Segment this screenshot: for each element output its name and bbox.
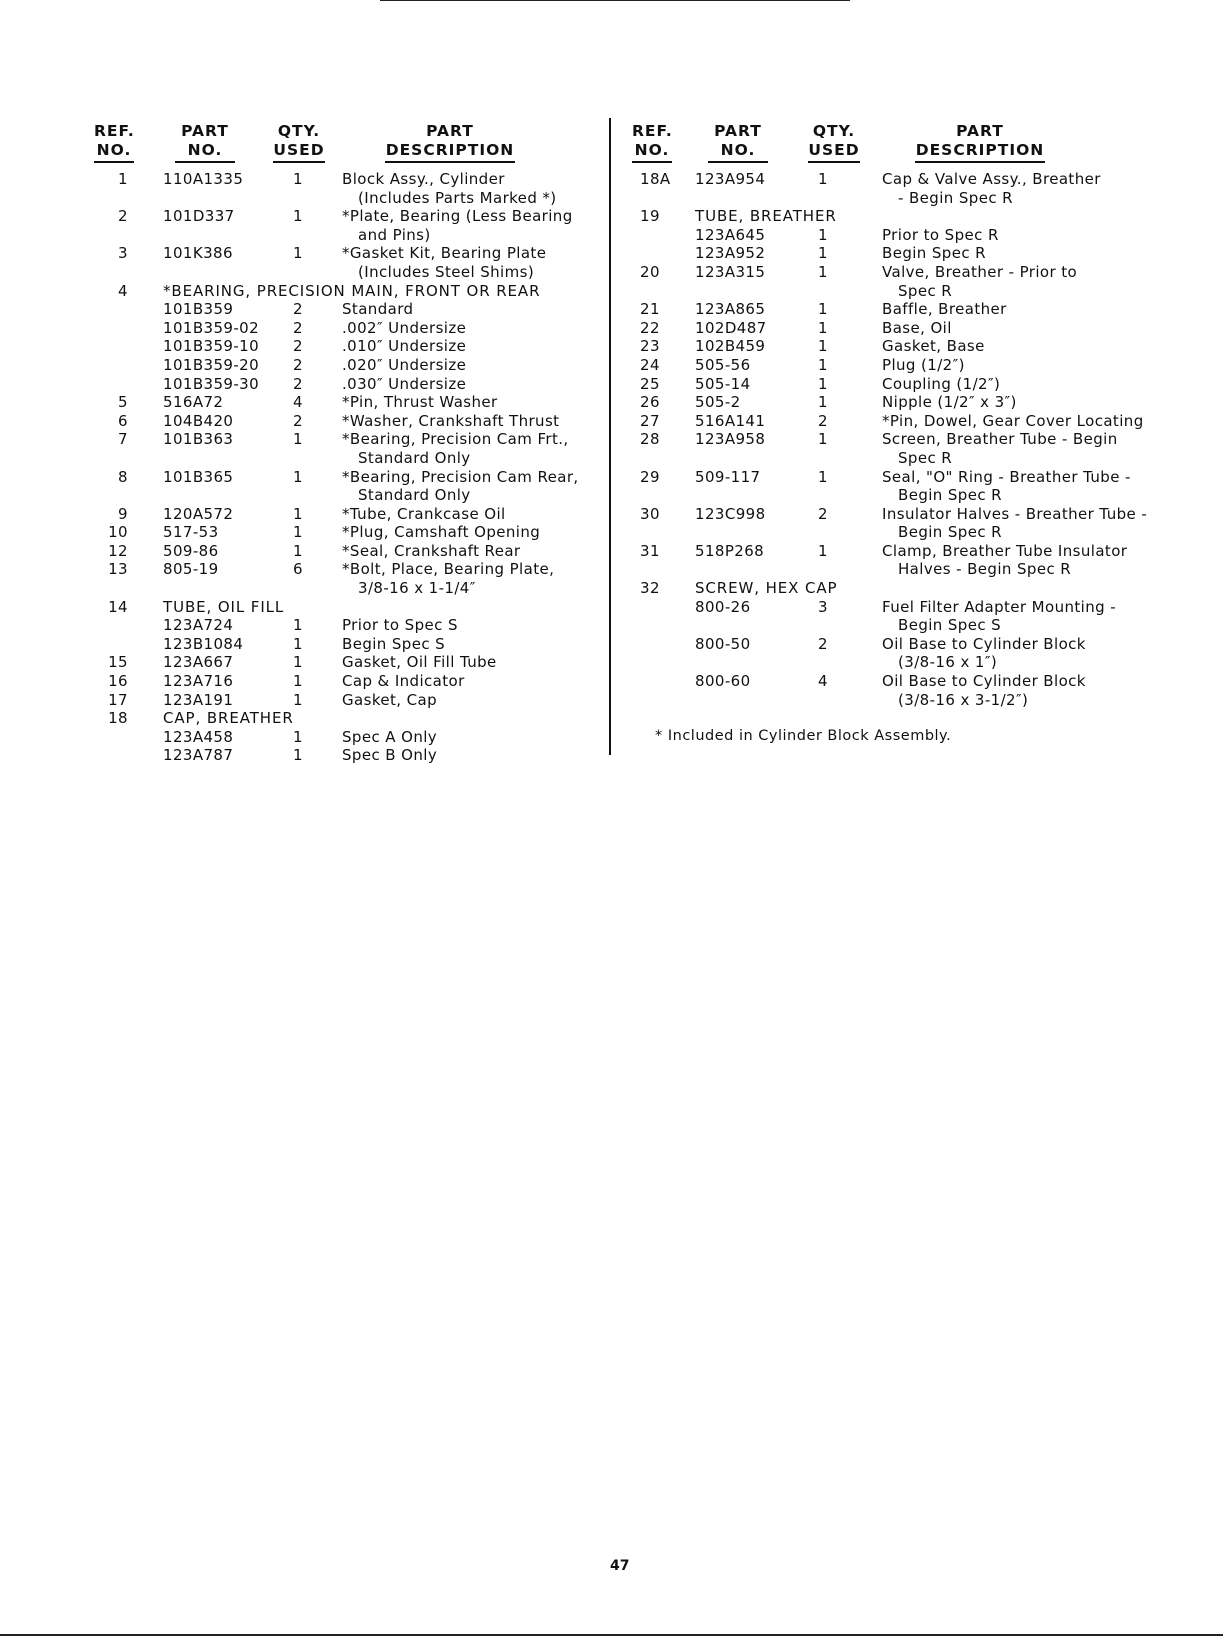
quantity-used: 1 (293, 523, 303, 542)
left-parts-table (94, 120, 600, 765)
table-row (100, 393, 600, 412)
table-row (100, 653, 600, 672)
part-number: 509-86 (163, 541, 219, 560)
quantity-used: 1 (293, 504, 303, 523)
part-description: *Pin, Thrust Washer (342, 393, 498, 412)
quantity-used: 1 (818, 318, 828, 337)
table-row (640, 468, 1160, 487)
table-row (100, 356, 600, 375)
part-description: *Washer, Crankshaft Thrust (342, 411, 560, 430)
table-row (640, 672, 1160, 691)
table-row (100, 244, 600, 263)
part-description-continued: Spec R (898, 448, 953, 467)
part-description-continued: Begin Spec S (898, 616, 1002, 635)
part-no-header: PART NO. (708, 122, 768, 163)
page-number: 47 (610, 1558, 630, 1574)
quantity-used: 1 (818, 393, 828, 412)
ref-number: 16 (108, 672, 128, 691)
ref-number: 19 (640, 207, 660, 226)
part-number: 800-26 (695, 597, 751, 616)
quantity-used: 1 (293, 616, 303, 635)
group-heading: *BEARING, PRECISION MAIN, FRONT OR REAR (163, 281, 541, 300)
part-number: 805-19 (163, 560, 219, 579)
table-row-continuation (100, 579, 600, 598)
part-number: 101B359-10 (163, 337, 260, 356)
part-no-header: PART NO. (175, 122, 235, 163)
part-number: 516A72 (163, 393, 224, 412)
column-divider (609, 118, 611, 755)
ref-number: 13 (108, 560, 128, 579)
quantity-used: 1 (293, 244, 303, 263)
part-number: 101D337 (163, 207, 235, 226)
table-row (640, 319, 1160, 338)
ref-number: 4 (118, 281, 128, 300)
part-description: Baffle, Breather (882, 300, 1007, 319)
quantity-used: 4 (818, 672, 828, 691)
table-row (640, 170, 1160, 189)
group-heading: TUBE, OIL FILL (163, 597, 285, 616)
table-row-continuation (640, 653, 1160, 672)
part-number: 120A572 (163, 504, 234, 523)
table-row (100, 412, 600, 431)
table-row-continuation (640, 691, 1160, 710)
part-description: Valve, Breather - Prior to (882, 262, 1078, 281)
ref-no-header: REF. NO. (632, 122, 672, 163)
part-description-continued: Begin Spec R (898, 523, 1002, 542)
part-number: 123A191 (163, 690, 234, 709)
part-description: *Bolt, Place, Bearing Plate, (342, 560, 555, 579)
table-row-continuation (100, 449, 600, 468)
part-description: *Pin, Dowel, Gear Cover Locating (882, 411, 1144, 430)
part-description: Cap & Valve Assy., Breather (882, 170, 1101, 188)
quantity-used: 1 (818, 355, 828, 374)
table-row (100, 468, 600, 487)
part-description: Begin Spec S (342, 634, 446, 653)
table-row (640, 207, 1160, 226)
ref-number: 32 (640, 579, 660, 598)
part-description: *Bearing, Precision Cam Rear, (342, 467, 579, 486)
part-description: *Tube, Crankcase Oil (342, 504, 506, 523)
table-row (640, 579, 1160, 598)
table-row (640, 356, 1160, 375)
table-row (100, 375, 600, 394)
part-description: Block Assy., Cylinder (342, 170, 505, 188)
table-row (640, 393, 1160, 412)
part-description: Oil Base to Cylinder Block (882, 634, 1086, 653)
ref-number: 2 (118, 207, 128, 226)
table-row (100, 300, 600, 319)
right-table-rows (640, 170, 1160, 709)
part-description: Begin Spec R (882, 244, 986, 263)
quantity-used: 1 (818, 467, 828, 486)
part-description-continued: Standard Only (358, 486, 471, 505)
quantity-used: 1 (293, 207, 303, 226)
quantity-used: 1 (818, 541, 828, 560)
ref-number: 18 (108, 709, 128, 728)
table-row (640, 635, 1160, 654)
part-description: .002″ Undersize (342, 318, 467, 337)
part-number: 517-53 (163, 523, 219, 542)
quantity-used: 2 (293, 300, 303, 319)
table-row (640, 412, 1160, 431)
ref-number: 10 (108, 523, 128, 542)
ref-number: 30 (640, 504, 660, 523)
part-description-continued: (3/8-16 x 3-1/2″) (898, 690, 1029, 709)
part-description: Standard (342, 300, 414, 319)
table-row (640, 598, 1160, 617)
table-row (640, 226, 1160, 245)
part-number: 505-2 (695, 393, 741, 412)
part-description: .030″ Undersize (342, 374, 467, 393)
table-row-continuation (100, 189, 600, 208)
quantity-used: 1 (293, 430, 303, 449)
ref-number: 27 (640, 411, 660, 430)
part-number: 505-14 (695, 374, 751, 393)
part-number: 123A787 (163, 746, 234, 765)
ref-number: 1 (118, 170, 128, 188)
table-row (640, 542, 1160, 561)
ref-number: 24 (640, 355, 660, 374)
quantity-used: 1 (293, 467, 303, 486)
ref-number: 23 (640, 337, 660, 356)
part-number: 123A952 (695, 244, 766, 263)
part-number: 123A458 (163, 727, 234, 746)
part-description-continued: 3/8-16 x 1-1/4″ (358, 579, 476, 598)
part-number: 123A954 (695, 170, 766, 188)
table-row (100, 337, 600, 356)
quantity-used: 1 (293, 746, 303, 765)
ref-number: 21 (640, 300, 660, 319)
part-number: 800-50 (695, 634, 751, 653)
table-row (640, 430, 1160, 449)
ref-number: 29 (640, 467, 660, 486)
part-number: 516A141 (695, 411, 766, 430)
ref-number: 14 (108, 597, 128, 616)
qty-used-header: QTY. USED (273, 122, 325, 163)
part-number: 101B359-02 (163, 318, 260, 337)
part-description: Screen, Breather Tube - Begin (882, 430, 1118, 449)
ref-number: 25 (640, 374, 660, 393)
quantity-used: 1 (293, 672, 303, 691)
quantity-used: 4 (293, 393, 303, 412)
part-description-continued: and Pins) (358, 225, 431, 244)
part-description-continued: Halves - Begin Spec R (898, 560, 1072, 579)
table-row (100, 282, 600, 301)
table-row-continuation (100, 486, 600, 505)
ref-number: 20 (640, 262, 660, 281)
footnote: * Included in Cylinder Block Assembly. (655, 728, 952, 744)
part-description: Plug (1/2″) (882, 355, 965, 374)
table-row-continuation (640, 486, 1160, 505)
top-rule (380, 0, 850, 1)
quantity-used: 1 (293, 170, 303, 188)
table-row (100, 691, 600, 710)
quantity-used: 2 (293, 355, 303, 374)
table-row (100, 616, 600, 635)
ref-number: 26 (640, 393, 660, 412)
quantity-used: 1 (293, 727, 303, 746)
quantity-used: 2 (818, 634, 828, 653)
part-description: Insulator Halves - Breather Tube - (882, 504, 1148, 523)
part-description: *Plate, Bearing (Less Bearing (342, 207, 573, 226)
part-description: Prior to Spec R (882, 225, 999, 244)
part-number: 518P268 (695, 541, 765, 560)
part-number: 123C998 (695, 504, 766, 523)
quantity-used: 1 (293, 690, 303, 709)
part-description: Gasket, Oil Fill Tube (342, 653, 497, 672)
part-description: .020″ Undersize (342, 355, 467, 374)
table-row (100, 746, 600, 765)
part-description: Seal, "O" Ring - Breather Tube - (882, 467, 1131, 486)
part-number: 800-60 (695, 672, 751, 691)
part-description-header: PART DESCRIPTION (915, 122, 1045, 163)
part-description: *Gasket Kit, Bearing Plate (342, 244, 547, 263)
table-row (640, 244, 1160, 263)
part-number: 101B359-30 (163, 374, 260, 393)
part-number: 123A645 (695, 225, 766, 244)
ref-number: 17 (108, 690, 128, 709)
part-description-continued: (3/8-16 x 1″) (898, 653, 998, 672)
right-parts-table (632, 120, 1160, 709)
part-number: 101B359 (163, 300, 234, 319)
part-description-header: PART DESCRIPTION (385, 122, 515, 163)
quantity-used: 2 (293, 318, 303, 337)
group-heading: SCREW, HEX CAP (695, 579, 838, 598)
part-number: 123A716 (163, 672, 234, 691)
part-number: 123A958 (695, 430, 766, 449)
table-row-continuation (640, 523, 1160, 542)
part-description: Gasket, Base (882, 337, 985, 356)
table-row-continuation (100, 226, 600, 245)
quantity-used: 3 (818, 597, 828, 616)
part-description: Coupling (1/2″) (882, 374, 1001, 393)
quantity-used: 2 (293, 374, 303, 393)
part-number: 102B459 (695, 337, 766, 356)
table-row (100, 598, 600, 617)
part-description-continued: Spec R (898, 281, 953, 300)
table-row (100, 430, 600, 449)
qty-used-header: QTY. USED (808, 122, 860, 163)
part-description: Clamp, Breather Tube Insulator (882, 541, 1128, 560)
table-row (640, 375, 1160, 394)
quantity-used: 6 (293, 560, 303, 579)
quantity-used: 1 (818, 225, 828, 244)
part-number: 123A667 (163, 653, 234, 672)
part-description: Fuel Filter Adapter Mounting - (882, 597, 1117, 616)
quantity-used: 1 (293, 653, 303, 672)
part-description: Prior to Spec S (342, 616, 458, 635)
table-row-continuation (640, 449, 1160, 468)
ref-number: 3 (118, 244, 128, 263)
quantity-used: 1 (818, 300, 828, 319)
table-row (640, 505, 1160, 524)
part-number: 104B420 (163, 411, 234, 430)
part-description-continued: - Begin Spec R (898, 188, 1013, 207)
ref-number: 28 (640, 430, 660, 449)
ref-number: 8 (118, 467, 128, 486)
quantity-used: 1 (818, 374, 828, 393)
part-description: Gasket, Cap (342, 690, 438, 709)
table-row (100, 709, 600, 728)
table-row-continuation (640, 616, 1160, 635)
part-number: 123A865 (695, 300, 766, 319)
quantity-used: 2 (293, 337, 303, 356)
ref-number: 18A (640, 170, 671, 188)
part-description-continued: (Includes Steel Shims) (358, 262, 535, 281)
ref-number: 5 (118, 393, 128, 412)
part-description: *Seal, Crankshaft Rear (342, 541, 521, 560)
part-description: Oil Base to Cylinder Block (882, 672, 1086, 691)
ref-number: 12 (108, 541, 128, 560)
table-row (640, 337, 1160, 356)
quantity-used: 2 (293, 411, 303, 430)
table-row (100, 672, 600, 691)
ref-number: 9 (118, 504, 128, 523)
part-description: Cap & Indicator (342, 672, 465, 691)
table-row (100, 635, 600, 654)
ref-no-header: REF. NO. (94, 122, 134, 163)
table-row (100, 505, 600, 524)
part-number: 101B363 (163, 430, 234, 449)
part-description-continued: (Includes Parts Marked *) (358, 188, 557, 207)
table-row-continuation (640, 282, 1160, 301)
table-row (100, 728, 600, 747)
part-number: 101B365 (163, 467, 234, 486)
table-row-continuation (640, 560, 1160, 579)
left-table-header (94, 120, 600, 170)
part-description: *Plug, Camshaft Opening (342, 523, 541, 542)
table-row (100, 560, 600, 579)
part-description: Nipple (1/2″ x 3″) (882, 393, 1017, 412)
part-description: Spec B Only (342, 746, 438, 765)
table-row (100, 207, 600, 226)
table-row (640, 300, 1160, 319)
table-row (100, 542, 600, 561)
quantity-used: 1 (818, 337, 828, 356)
ref-number: 22 (640, 318, 660, 337)
quantity-used: 1 (818, 244, 828, 263)
part-number: 123B1084 (163, 634, 244, 653)
ref-number: 7 (118, 430, 128, 449)
quantity-used: 1 (818, 262, 828, 281)
part-number: 123A724 (163, 616, 234, 635)
table-row (100, 319, 600, 338)
ref-number: 6 (118, 411, 128, 430)
quantity-used: 2 (818, 504, 828, 523)
quantity-used: 1 (818, 430, 828, 449)
part-number: 102D487 (695, 318, 767, 337)
group-heading: TUBE, BREATHER (695, 207, 837, 226)
part-number: 505-56 (695, 355, 751, 374)
table-row-continuation (100, 263, 600, 282)
part-number: 509-117 (695, 467, 761, 486)
quantity-used: 1 (293, 541, 303, 560)
bottom-rule (0, 1634, 1223, 1636)
part-description: Base, Oil (882, 318, 952, 337)
quantity-used: 1 (293, 634, 303, 653)
part-number: 110A1335 (163, 170, 244, 188)
ref-number: 15 (108, 653, 128, 672)
part-description-continued: Begin Spec R (898, 486, 1002, 505)
table-row (100, 523, 600, 542)
ref-number: 31 (640, 541, 660, 560)
part-description: Spec A Only (342, 727, 438, 746)
quantity-used: 1 (818, 170, 828, 188)
part-number: 123A315 (695, 262, 766, 281)
part-number: 101K386 (163, 244, 233, 263)
left-table-rows (100, 170, 600, 765)
group-heading: CAP, BREATHER (163, 709, 294, 728)
right-table-header (632, 120, 1160, 170)
table-row-continuation (640, 189, 1160, 208)
part-description-continued: Standard Only (358, 448, 471, 467)
part-description: *Bearing, Precision Cam Frt., (342, 430, 569, 449)
table-row (640, 263, 1160, 282)
quantity-used: 2 (818, 411, 828, 430)
table-row (100, 170, 600, 189)
part-number: 101B359-20 (163, 355, 260, 374)
part-description: .010″ Undersize (342, 337, 467, 356)
